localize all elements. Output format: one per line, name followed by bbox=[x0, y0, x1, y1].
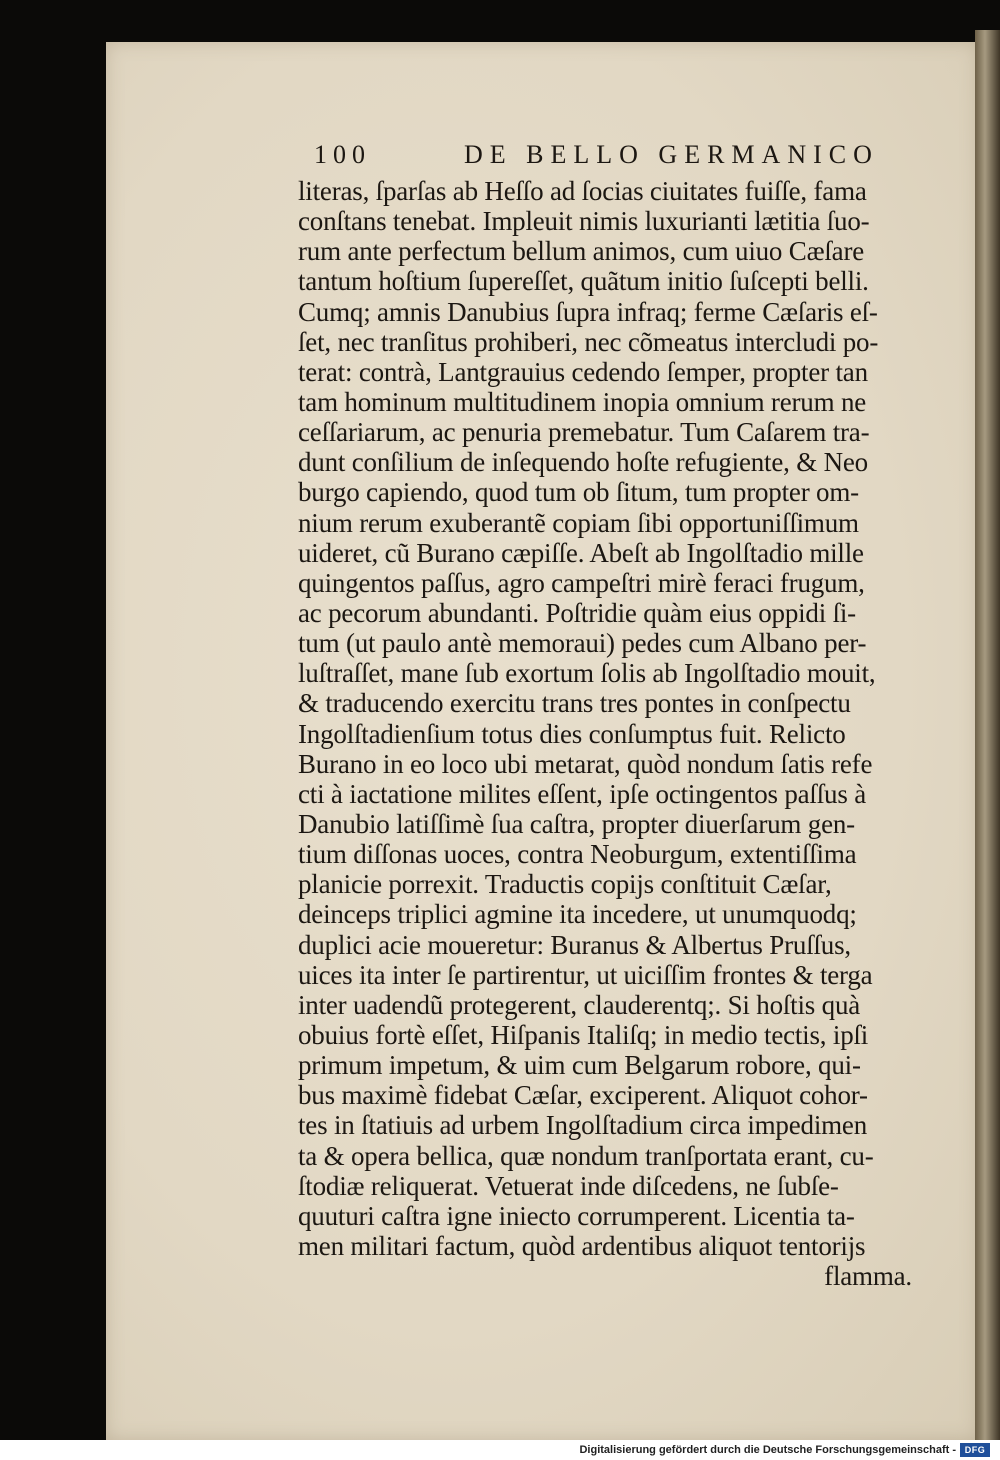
text-line: duplici acie moueretur: Buranus & Albertus Pruſſus, bbox=[298, 929, 851, 960]
text-line: ac pecorum abundanti. Poſtridie quàm eius oppidi ſi- bbox=[298, 597, 856, 628]
text-line: quuturi caſtra igne iniecto corrumperent. Licentia ta- bbox=[298, 1200, 855, 1231]
text-line: tium diſſonas uoces, contra Neoburgum, extentiſſima bbox=[298, 839, 857, 870]
text-line: tam hominum multitudinem inopia omnium rerum ne bbox=[298, 386, 867, 417]
text-line: nium rerum exuberantẽ copiam ſibi opportuniſſimum bbox=[298, 507, 859, 538]
page-number: 100 bbox=[314, 140, 371, 169]
text-line: dunt conſilium de inſequendo hoſte refugiente, & Neo bbox=[298, 447, 868, 478]
text-line: tantum hoſtium ſupereſſet, quãtum initio ſuſcepti belli. bbox=[298, 266, 869, 297]
text-line: obuius fortè eſſet, Hiſpanis Italiſq; in medio tectis, ipſi bbox=[298, 1019, 869, 1050]
page-edge bbox=[975, 30, 1000, 1440]
catchword: flamma. bbox=[824, 1261, 912, 1292]
text-line: ſet, nec tranſitus prohiberi, nec cõmeatus intercludi po- bbox=[298, 326, 879, 357]
dfg-logo-icon: DFG bbox=[960, 1443, 990, 1457]
text-line: deinceps triplici agmine ita incedere, ut unumquodq; bbox=[298, 899, 857, 930]
text-line: ta & opera bellica, quæ nondum tranſportata erant, cu- bbox=[298, 1140, 874, 1171]
text-block bbox=[298, 140, 938, 1291]
text-line: tum (ut paulo antè memoraui) pedes cum Albano per- bbox=[298, 628, 867, 659]
text-line: inter uadendũ protegerent, clauderentq;. Si hoſtis quà bbox=[298, 989, 861, 1020]
text-line: uideret, cũ Burano cæpiſſe. Abeſt ab Ingolſtadio mille bbox=[298, 537, 864, 568]
running-title: DE BELLO GERMANICO bbox=[464, 140, 879, 169]
text-line: tes in ſtatiuis ad urbem Ingolſtadium circa impedimen bbox=[298, 1110, 868, 1141]
body-text bbox=[298, 176, 938, 1261]
text-line: uices ita inter ſe partirentur, ut uiciſſim frontes & terga bbox=[298, 959, 873, 990]
text-line: burgo capiendo, quod tum ob ſitum, tum propter om- bbox=[298, 477, 859, 508]
digitization-footer bbox=[0, 1440, 1000, 1460]
text-line: & traducendo exercitu trans tres pontes in conſpectu bbox=[298, 688, 851, 719]
text-line: rum ante perfectum bellum animos, cum uiuo Cæſare bbox=[298, 236, 865, 267]
text-line: Burano in eo loco ubi metarat, quòd nondum ſatis refe bbox=[298, 748, 873, 779]
funding-note: Digitalisierung gefördert durch die Deutsche Forschungsgemeinschaft - bbox=[579, 1444, 956, 1456]
text-line: terat: contrà, Lantgrauius cedendo ſemper, propter tan bbox=[298, 356, 868, 387]
text-line: quingentos paſſus, agro campeſtri mirè feraci frugum, bbox=[298, 567, 865, 598]
text-line: literas, ſparſas ab Heſſo ad ſocias ciuitates fuiſſe, fama bbox=[298, 176, 867, 206]
text-line: ceſſariarum, ac penuria premebatur. Tum Caſarem tra- bbox=[298, 417, 870, 448]
text-line: primum impetum, & uim cum Belgarum robore, qui- bbox=[298, 1050, 861, 1081]
text-line: ſtodiæ reliquerat. Vetuerat inde diſcedens, ne ſubſe- bbox=[298, 1170, 839, 1201]
text-line: planicie porrexit. Traductis copijs conſtituit Cæſar, bbox=[298, 869, 832, 900]
text-line: Danubio latiſſimè ſua caſtra, propter diuerſarum gen- bbox=[298, 808, 855, 839]
text-line: men militari factum, quòd ardentibus aliquot tentorijs bbox=[298, 1230, 866, 1261]
running-head bbox=[298, 140, 938, 176]
text-line: luſtraſſet, mane ſub exortum ſolis ab Ingolſtadio mouit, bbox=[298, 658, 876, 689]
text-line: Ingolſtadienſium totus dies conſumptus fuit. Relicto bbox=[298, 718, 846, 749]
text-line: conſtans tenebat. Impleuit nimis luxurianti lætitia ſuo- bbox=[298, 206, 870, 237]
text-line: Cumq; amnis Danubius ſupra infraq; ferme Cæſaris eſ- bbox=[298, 296, 878, 327]
text-line: bus maximè fidebat Cæſar, exciperent. Aliquot cohor- bbox=[298, 1080, 868, 1111]
text-line: cti à iactatione milites eſſent, ipſe octingentos paſſus à bbox=[298, 778, 866, 809]
